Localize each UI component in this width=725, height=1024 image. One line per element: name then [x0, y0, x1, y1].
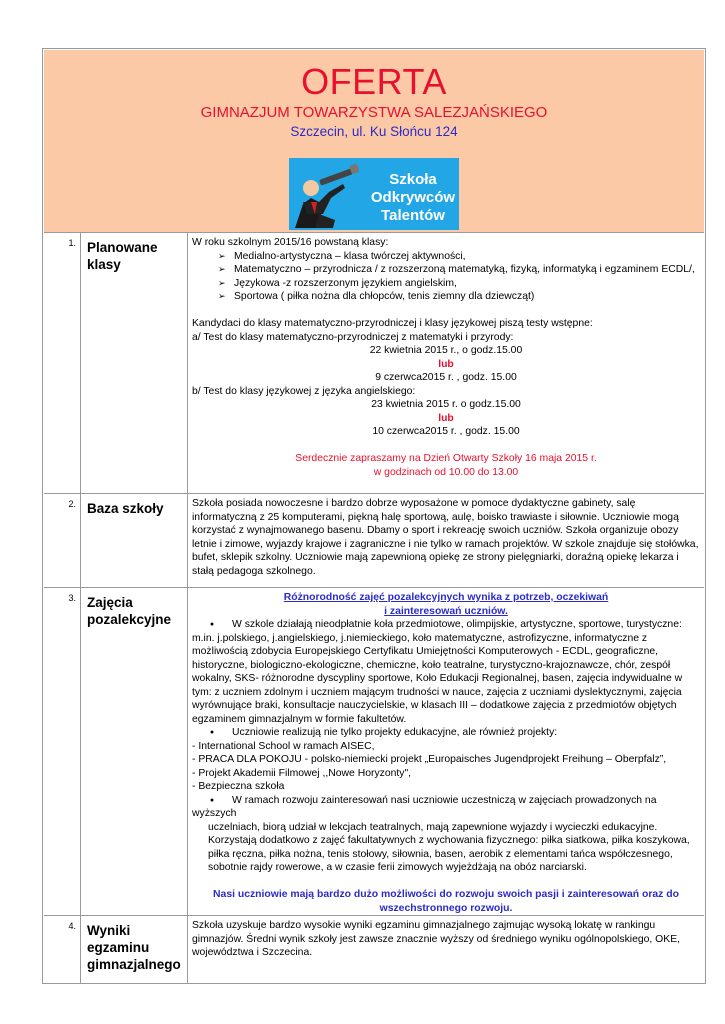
section-heading-1: Różnorodność zajęć pozalekcyjnych wynika z potrzeb, oczekiwań — [283, 592, 609, 603]
arrow-bullet-icon: ➢ — [218, 264, 226, 274]
open-day-line-2: w godzinach od 10.00 do 13.00 — [373, 466, 519, 478]
row-number: 3. — [44, 588, 81, 915]
clubs-paragraph: ● W szkole działają nieodpłatnie koła przedmiotowe, olimpijskie, artystyczne, sportowe, turystyczne: m.in. j.polskiego, j.angielskiego, j.niemieckiego, koło matematyczne, astrofizyczne, informatyczne z możliwością zdobycia Europejskiego Certyfikatu Umiejętności Komputerowych - ECDL, geograficzne, historyczne, biologiczno-ekologiczne, chemiczne, koło teatralne, turystyczno-krajoznawcze, chór, zespół wokalny, SKS- różnorodne dyscypliny sportowe, Koło Edukacji Regionalnej, basen, zajęcia indywidualne w tym: z uczniem zdolnym i uczniem mającym trudności w nauce, zajęcia z uczniami dyslektycznymi, zajęcia wyrównujące braki, konsultacje nauczycielskie, w klasach III – dodatkowe zajęcia z przedmiotów objętych egzaminem gimnazjalnym w formie fakultetów. — [192, 619, 683, 725]
explorer-icon — [289, 158, 459, 230]
row-extracurricular — [44, 588, 704, 916]
project-item: - PRACA DLA POKOJU - polsko-niemiecki projekt „Europaisches Jugendprojekt Freihung – Oberpfalz”, — [192, 754, 667, 765]
tests-intro: Kandydaci do klasy matematyczno-przyrodniczej i klasy językowej piszą testy wstępne: — [192, 318, 593, 329]
test-b: b/ Test do klasy językowej z języka angielskiego: — [192, 385, 416, 397]
or-label: lub — [438, 412, 454, 424]
test-a: a/ Test do klasy matematyczno-przyrodniczej z matematyki i przyrody: — [192, 331, 514, 343]
school-name: GIMNAZJUM TOWARZYSTWA SALEZJAŃSKIEGO — [200, 104, 548, 121]
or-label: lub — [438, 358, 454, 370]
row-content — [188, 588, 704, 915]
university-paragraph: ● W ramach rozwoju zainteresowań nasi uczniowie uczestniczą w zajęciach prowadzonych na wyższych — [192, 794, 657, 819]
test-b-date-2: 10 czerwca2015 r. , godz. 15.00 — [372, 426, 520, 437]
row-label: Baza szkoły — [81, 494, 188, 587]
row-label: Zajęcia pozalekcyjne — [81, 588, 188, 915]
row-number: 2. — [44, 494, 81, 587]
row-number: 4. — [44, 916, 81, 983]
list-item: ➢ Matematyczno – przyrodnicza / z rozszerzoną matematyką, fizyką, informatyką i egzaminem ECDL/, — [218, 264, 695, 275]
section-heading-2: i zainteresowań uczniów. — [384, 605, 508, 617]
logo-text-1: Szkoła — [389, 171, 437, 188]
list-item: ➢ Sportowa ( piłka nożna dla chłopców, tenis ziemny dla dziewcząt) — [218, 291, 535, 302]
project-item: - Projekt Akademii Filmowej ,,Nowe Horyzonty", — [192, 767, 412, 779]
classes-list — [192, 250, 700, 304]
university-paragraph-rest: uczelniach, biorą udział w lekcjach teatralnych, mają zapewnione wyjazdy i wycieczki edukacyjne. — [208, 821, 658, 833]
project-item: - Bezpieczna szkoła — [192, 781, 285, 792]
row-content — [188, 916, 704, 983]
row-content — [188, 494, 704, 587]
school-logo — [289, 158, 459, 230]
row-school-base — [44, 494, 704, 588]
test-b-date-1: 23 kwietnia 2015 r. o godz.15.00 — [371, 399, 521, 410]
project-item: - International School w ramach AISEC, — [192, 740, 375, 752]
logo-text-2: Odkrywców — [370, 189, 456, 206]
list-item: ➢ Medialno-artystyczna – klasa twórczej aktywności, — [218, 250, 466, 262]
base-text: Szkoła posiada nowoczesne i bardzo dobrze wyposażone w pomoce dydaktyczne gabinety, salę informatyczną z 25 komputerami, piękną halę sportową, aulę, boisko trawiaste i siłownie. Uczniowie mogą korzystać z wynajmowanego basenu. Dbamy o sport i rekreację swoich uczniów. Szkoła organizuje obozy letnie i zimowe, wyjazdy krajowe i zagraniczne i nie tylko w ramach projektów. W szkole znajduje się stołówka, bufet, sklepik szkolny. Uczniowie mają zapewnioną opiekę ze strony pielęgniarki, doraźną opiekę lekarza i stałą pedagoga szkolnego. — [192, 498, 699, 577]
arrow-bullet-icon: ➢ — [218, 291, 226, 301]
arrow-bullet-icon: ➢ — [218, 277, 226, 288]
test-a-date-1: 22 kwietnia 2015 r., o godz.15.00 — [369, 345, 523, 356]
sports-paragraph: Korzystają dodatkowo z zajęć fakultatywnych z wychowania fizycznego: piłka siatkowa, piłka koszykowa, piłka ręczna, piłka nożna, tenis stołowy, siłownia, basen, aerobik z elementami tańca współczesnego, sobotnie rajdy rowerowe, a w czasie ferii zimowych wyjeżdżają na obóz narciarski. — [208, 835, 690, 873]
classes-intro: W roku szkolnym 2015/16 powstaną klasy: — [192, 237, 389, 248]
offer-page — [42, 48, 706, 984]
row-label: Wyniki egzaminu gimnazjalnego — [81, 916, 188, 983]
row-exam-results — [44, 916, 704, 983]
logo-text-3: Talentów — [381, 207, 445, 224]
bullet-icon: ● — [209, 729, 215, 736]
list-item: ➢ Językowa -z rozszerzonym językiem angielskim, — [218, 277, 457, 289]
bullet-icon: ● — [209, 796, 215, 804]
bullet-icon: ● — [209, 621, 215, 628]
school-address: Szczecin, ul. Ku Słońcu 124 — [290, 124, 458, 139]
row-content — [188, 233, 704, 493]
row-label: Planowane klasy — [81, 233, 188, 493]
closing-line-2: wszechstronnego rozwoju. — [379, 902, 513, 914]
exam-text: Szkoła uzyskuje bardzo wysokie wyniki egzaminu gimnazjalnego zajmując wysoką lokatę w rankingu gimnazjów. Średni wynik szkoły jest zawsze znacznie wyższy od średniego wyniku ogólnopolskiego, OKE, województwa i Szczecina. — [192, 920, 681, 958]
row-number: 1. — [44, 233, 81, 493]
closing-line-1: Nasi uczniowie mają bardzo dużo możliwości do rozwoju swoich pasji i zainteresowań oraz do — [213, 889, 679, 900]
arrow-bullet-icon: ➢ — [218, 250, 226, 261]
projects-lead: ● Uczniowie realizują nie tylko projekty edukacyjne, ale również projekty: — [192, 726, 700, 740]
open-day-line-1: Serdecznie zapraszamy na Dzień Otwarty Szkoły 16 maja 2015 r. — [295, 453, 597, 464]
header-banner — [44, 50, 704, 233]
page-title: OFERTA — [301, 61, 447, 102]
test-a-date-2: 9 czerwca2015 r. , godz. 15.00 — [375, 372, 517, 383]
row-planned-classes — [44, 233, 704, 494]
